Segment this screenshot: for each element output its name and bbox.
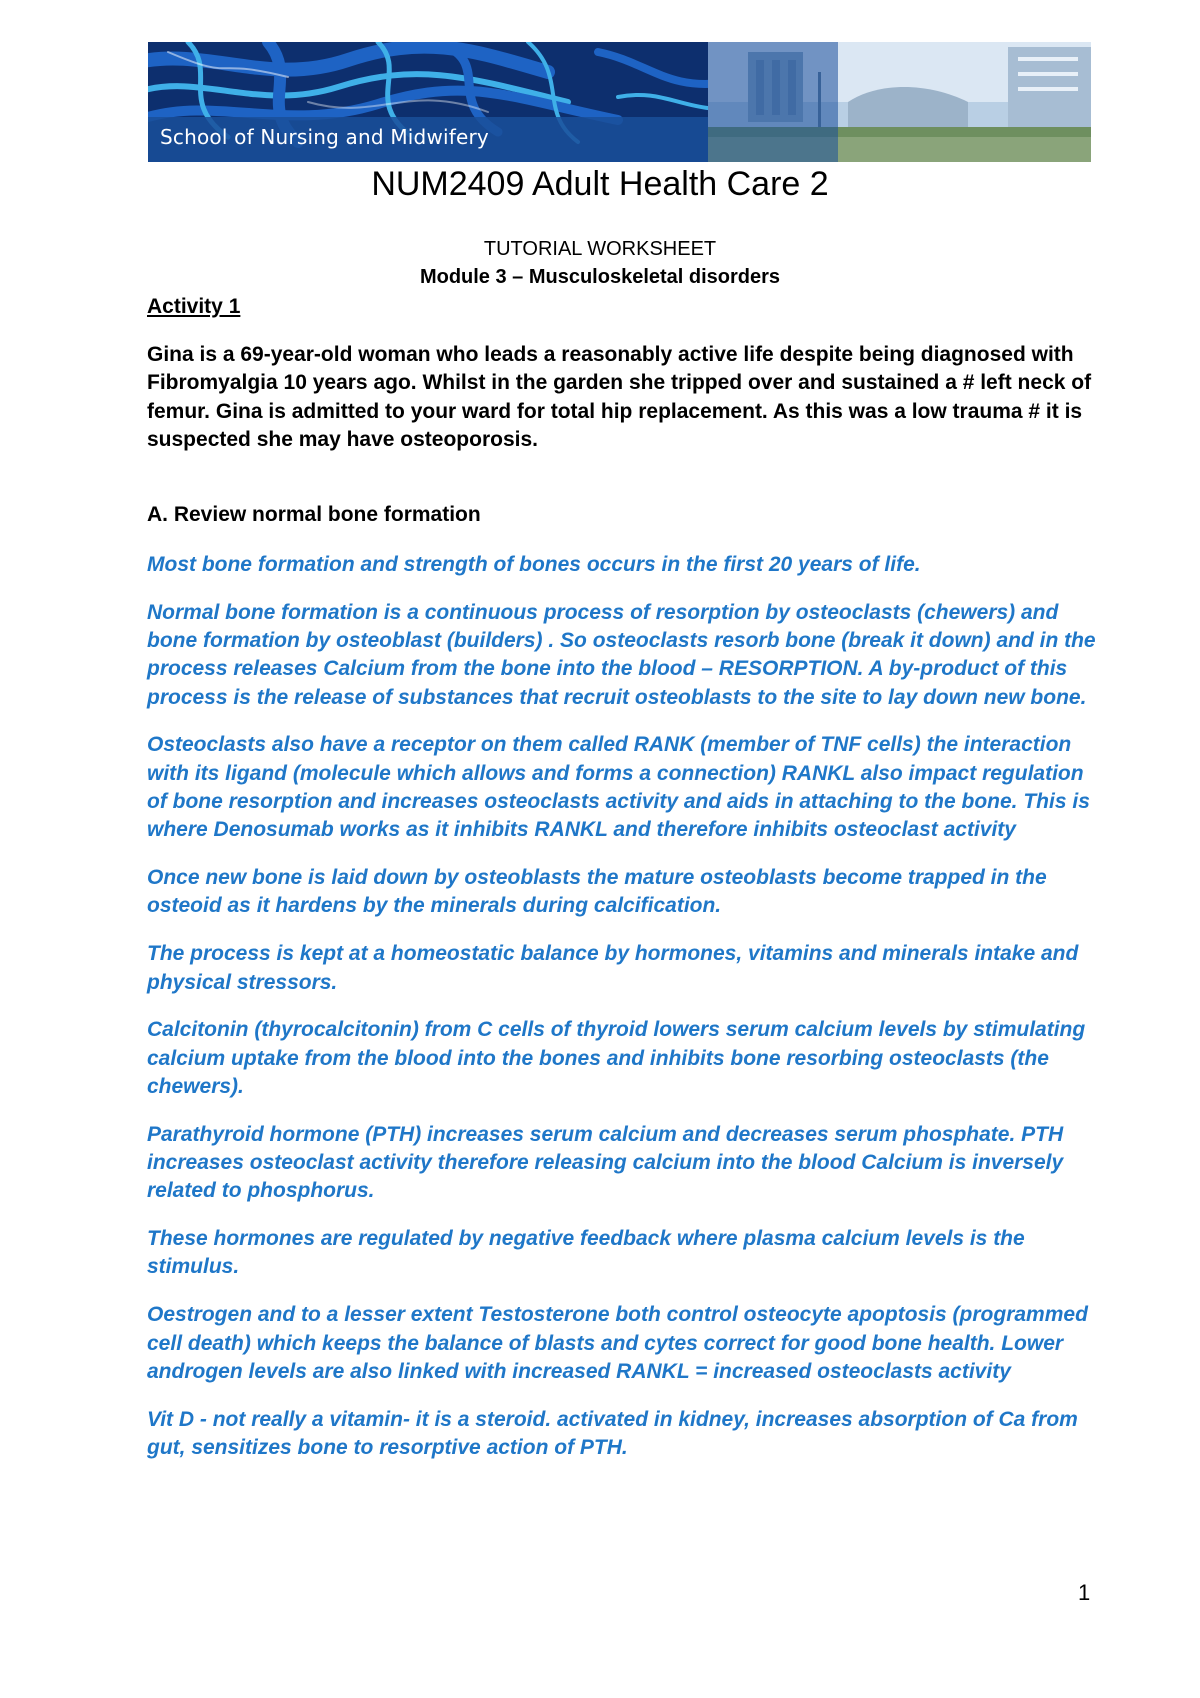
course-title: NUM2409 Adult Health Care 2 (371, 165, 829, 203)
answer-paragraph: Oestrogen and to a lesser extent Testosterone both control osteocyte apoptosis (programmed cell death) which keeps the balance of blasts and cytes correct for good bone health. Lower androgen levels are also linked with increased RANKL = increased osteoclasts activity (147, 1303, 1088, 1383)
answer-list (147, 551, 1097, 1482)
answer-paragraph: Normal bone formation is a continuous process of resorption by osteoclasts (chewers) and bone formation by osteoblast (builders) . So osteoclasts resorb bone (break it down) and in the process releases Calcium from the bone into the blood – RESORPTION. A by-product of this process is the release of substances that recruit osteoblasts to the site to lay down new bone. (147, 600, 1096, 709)
answer-paragraph: Most bone formation and strength of bones occurs in the first 20 years of life. (147, 553, 921, 576)
answer-paragraph: Vit D - not really a vitamin- it is a steroid. activated in kidney, increases absorption of Ca from gut, sensitizes bone to resorptive action of PTH. (147, 1407, 1078, 1459)
section-a-heading: A. Review normal bone formation (147, 503, 481, 526)
answer-paragraph: These hormones are regulated by negative feedback where plasma calcium levels is the stimulus. (147, 1227, 1025, 1279)
case-scenario: Gina is a 69-year-old woman who leads a reasonably active life despite being diagnosed with Fibromyalgia 10 years ago. Whilst in the garden she tripped over and sustained a # left neck of femur. Gina is admitted to your ward for total hip replacement. As this was a low trauma # it is suspected she may have osteoporosis. (147, 343, 1092, 451)
answer-paragraph: Osteoclasts also have a receptor on them called RANK (member of TNF cells) the interaction with its ligand (molecule which allows and forms a connection) RANKL also impact regulation of bone resorption and increases osteoclasts activity and aids in attaching to the bone. This is where Denosumab works as it inhibits RANKL and therefore inhibits osteoclast activity (147, 733, 1090, 842)
answer-paragraph: Parathyroid hormone (PTH) increases serum calcium and decreases serum phosphate. PTH increases osteoclast activity therefore releasing calcium into the blood Calcium is inversely related to phosphorus. (147, 1122, 1064, 1203)
answer-paragraph: The process is kept at a homeostatic balance by hormones, vitamins and minerals intake and physical stressors. (147, 942, 1079, 994)
answer-paragraph: Once new bone is laid down by osteoblasts the mature osteoblasts become trapped in the osteoid as it hardens by the minerals during calcification. (147, 866, 1047, 918)
activity-heading: Activity 1 (147, 295, 241, 318)
page-number: 1 (1078, 1580, 1091, 1605)
worksheet-title: TUTORIAL WORKSHEET (483, 238, 717, 260)
module-title: Module 3 – Musculoskeletal disorders (419, 266, 781, 288)
banner-label: School of Nursing and Midwifery (160, 125, 489, 149)
school-banner (148, 42, 1091, 162)
answer-paragraph: Calcitonin (thyrocalcitonin) from C cells of thyroid lowers serum calcium levels by stimulating calcium uptake from the blood into the bones and inhibits bone resorbing osteoclasts (the chewers). (147, 1018, 1086, 1098)
